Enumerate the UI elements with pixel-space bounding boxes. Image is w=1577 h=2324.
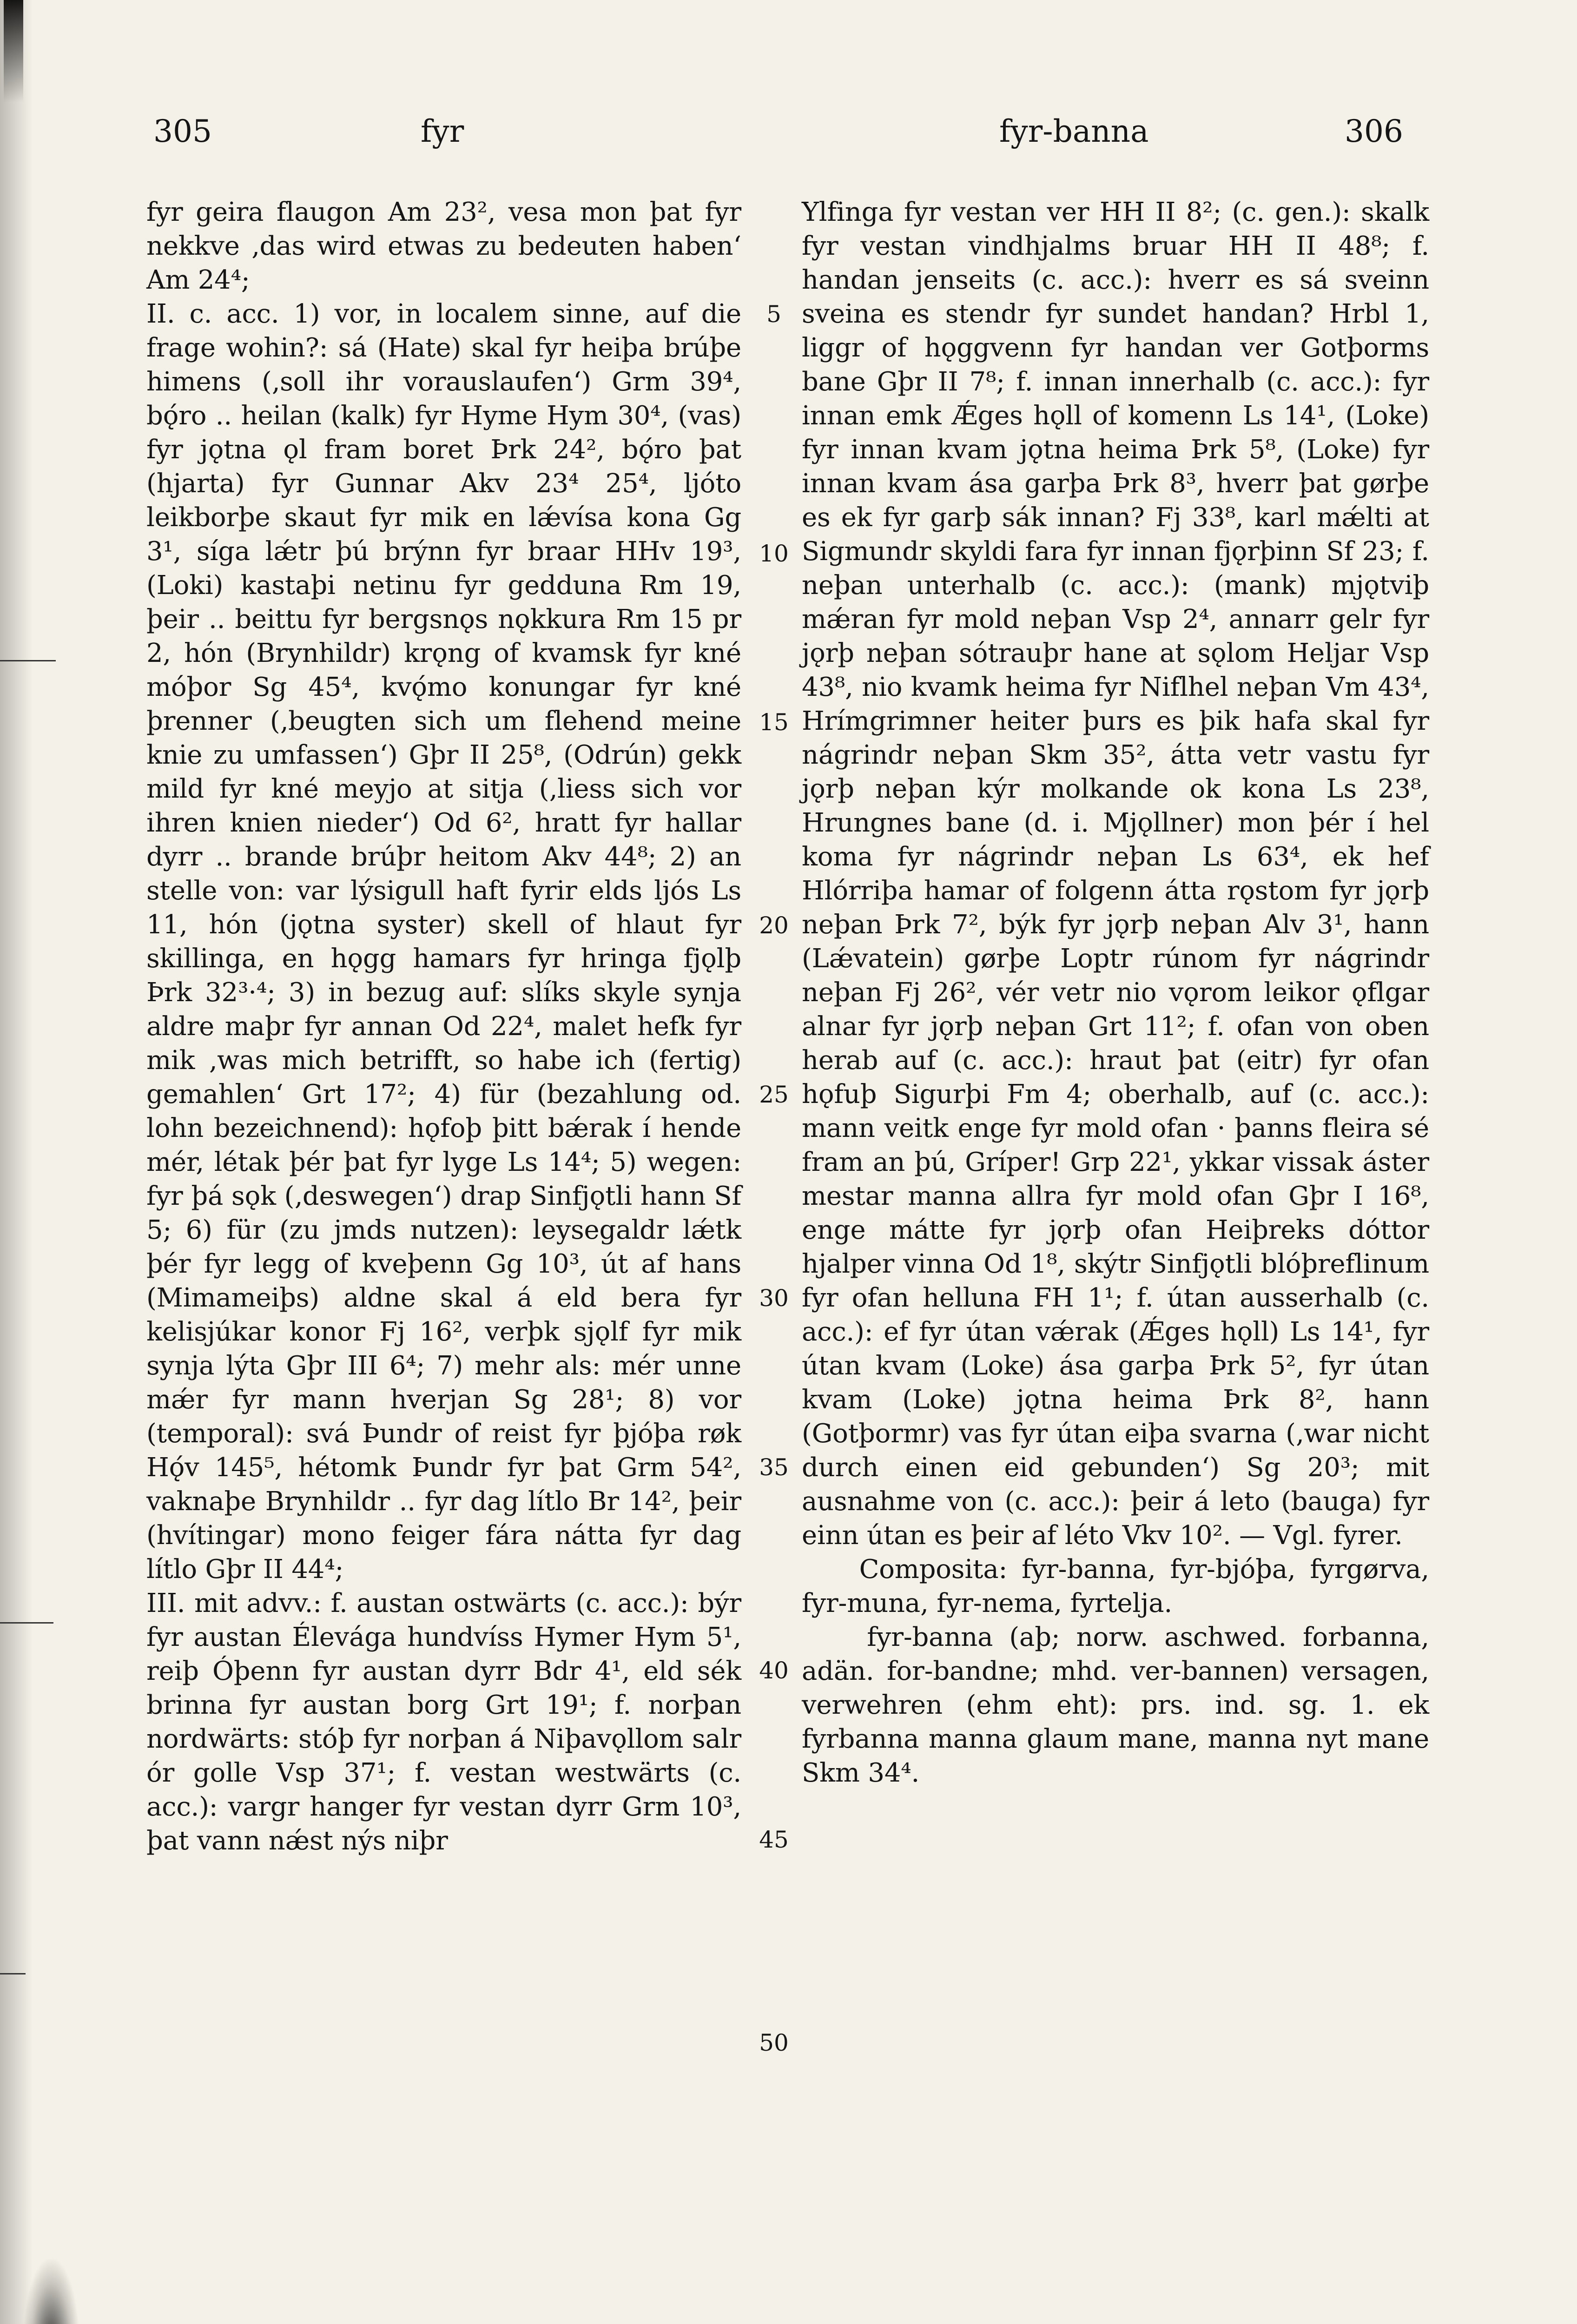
line-number: 35 <box>759 1454 789 1481</box>
line-number: 5 <box>766 301 781 328</box>
line-number: 15 <box>759 709 789 736</box>
binding-smudge <box>4 0 23 102</box>
page-edge-shadow <box>0 0 33 2324</box>
line-number: 20 <box>759 912 789 939</box>
margin-mark <box>0 1973 26 1974</box>
line-number: 45 <box>759 1826 789 1853</box>
left-dictionary-column: fyr geira flaugon Am 23², vesa mon þat fyr nekkve ‚das wird etwas zu bedeuten haben‘ Am 24⁴; II. c. acc. 1) vor, in localem sinne, auf die frage wohin?: sá (Hate) skal fyr heiþa brúþe himens (‚soll ihr vorauslaufen‘) Grm 39⁴, bǫ́ro .. heilan (kalk) fyr Hyme Hym 30⁴, (vas) fyr jǫtna ǫl fram boret Þrk 24², bǫ́ro þat (hjarta) fyr Gunnar Akv 23⁴ 25⁴, ljóto leikborþe skaut fyr mik en lǽvísa kona Gg 3¹, síga lǽtr þú brýnn fyr braar HHv 19³, (Loki) kastaþi netinu fyr gedduna Rm 19, þeir .. beittu fyr bergsnǫs nǫkkura Rm 15 pr 2, hón (Brynhildr) krǫng of kvamsk fyr kné móþor Sg 45⁴, kvǫ́mo konungar fyr kné þrenner (‚beugten sich um flehend meine knie zu umfassen‘) Gþr II 25⁸, (Odrún) gekk mild fyr kné meyjo at sitja (‚liess sich vor ihren knien nieder‘) Od 6², hratt fyr hallar dyrr .. brande brúþr heitom Akv 44⁸; 2) an stelle von: var lýsigull haft fyrir elds ljós Ls 11, hón (jǫtna syster) skell of hlaut fyr skillinga, en hǫgg hamars fyr hringa fjǫlþ Þrk 32³·⁴; 3) in bezug auf: slíks skyle synja aldre maþr fyr annan Od 22⁴, malet hefk fyr mik ‚was mich betrifft, so habe ich (fertig) gemahlen‘ Grt 17²; 4) für (bezahlung od. lohn bezeichnend): hǫfoþ þitt bǽrak í hende mér, létak þér þat fyr lyge Ls 14⁴; 5) wegen: fyr þá sǫk (‚deswegen‘) drap Sinfjǫtli hann Sf 5; 6) für (zu jmds nutzen): leysegaldr lǽtk þér fyr legg of kveþenn Gg 10³, út af hans (Mimameiþs) aldne skal á eld bera fyr kelisjúkar konor Fj 16², verþk sjǫlf fyr mik synja lýta Gþr III 6⁴; 7) mehr als: mér unne mǽr fyr mann hverjan Sg 28¹; 8) vor (temporal): svá Þundr of reist fyr þjóþa røk Hǫ́v 145⁵, hétomk Þundr fyr þat Grm 54², vaknaþe Brynhildr .. fyr dag lítlo Br 14², þeir (hvítingar) mono feiger fára nátta fyr dag lítlo Gþr II 44⁴; III. mit advv.: f. austan ostwärts (c. acc.): býr fyr austan Élevága hundvíss Hymer Hym 5¹, reiþ Óþenn fyr austan dyrr Bdr 4¹, eld sék brinna fyr austan borg Grt 19¹; f. norþan nordwärts: stóþ fyr norþan á Niþavǫllom salr ór golle Vsp 37¹; f. vestan westwärts (c. acc.): vargr hanger fyr vestan dyrr Grm 10³, þat vann nǽst nýs niþr <box>146 197 741 1856</box>
margin-mark <box>0 1622 53 1624</box>
line-number: 25 <box>759 1081 789 1108</box>
right-page-number: 306 <box>1345 113 1403 149</box>
left-running-head: fyr <box>421 113 464 149</box>
right-dictionary-column: Ylfinga fyr vestan ver HH II 8²; (c. gen.): skalk fyr vestan vindhjalms bruar HH II 48⁸; f. handan jenseits (c. acc.): hverr es sá sveinn sveina es stendr fyr sundet handan? Hrbl 1, liggr of hǫggvenn fyr handan ver Gotþorms bane Gþr II 7⁸; f. innan innerhalb (c. acc.): fyr innan emk Ǽges hǫll of komenn Ls 14¹, (Loke) fyr innan kvam jǫtna heima Þrk 5⁸, (Loke) fyr innan kvam ása garþa Þrk 8³, hverr þat gørþe es ek fyr garþ sák innan? Fj 33⁸, karl mǽlti at Sigmundr skyldi fara fyr innan fjǫrþinn Sf 23; f. neþan unterhalb (c. acc.): (mank) mjǫtviþ mǽran fyr mold neþan Vsp 2⁴, annarr gelr fyr jǫrþ neþan sótrauþr hane at sǫlom Heljar Vsp 43⁸, nio kvamk heima fyr Niflhel neþan Vm 43⁴, Hrímgrimner heiter þurs es þik hafa skal fyr nágrindr neþan Skm 35², átta vetr vastu fyr jǫrþ neþan kýr molkande ok kona Ls 23⁸, Hrungnes bane (d. i. Mjǫllner) mon þér í hel koma fyr nágrindr neþan Ls 63⁴, ek hef Hlórriþa hamar of folgenn átta rǫstom fyr jǫrþ neþan Þrk 7², býk fyr jǫrþ neþan Alv 3¹, hann (Lǽvatein) gørþe Loptr rúnom fyr nágrindr neþan Fj 26², vér vetr nio vǫrom leikor ǫflgar alnar fyr jǫrþ neþan Grt 11²; f. ofan von oben herab auf (c. acc.): hraut þat (eitr) fyr ofan hǫfuþ Sigurþi Fm 4; oberhalb, auf (c. acc.): mann veitk enge fyr mold ofan · þanns fleira sé fram an þú, Gríper! Grp 22¹, ykkar vissak áster mestar manna allra fyr mold ofan Gþr I 16⁸, enge mátte fyr jǫrþ ofan Heiþreks dóttor hjalper vinna Od 1⁸, skýtr Sinfjǫtli blóþreflinum fyr ofan helluna FH 1¹; f. útan ausserhalb (c. acc.): ef fyr útan vǽrak (Ǽges hǫll) Ls 14¹, fyr útan kvam (Loke) ása garþa Þrk 5², fyr útan kvam (Loke) jǫtna heima Þrk 8², hann (Gotþormr) vas fyr útan eiþa svarna (‚war nicht durch einen eid gebunden‘) Sg 20³; mit ausnahme von (c. acc.): þeir á leto (bauga) fyr einn útan es þeir af léto Vkv 10². — Vgl. fyrer. Composita: fyr-banna, fyr-bjóþa, fyrgørva, fyr-muna, fyr-nema, fyrtelja. fyr-banna (aþ; norw. aschwed. forbanna, adän. for-bandne; mhd. ver-bannen) versagen, verwehren (ehm eht): prs. ind. sg. 1. ek fyrbanna manna glaum mane, manna nyt mane Skm 34⁴. <box>802 197 1429 1788</box>
line-number: 50 <box>759 2029 789 2056</box>
page-stain <box>23 2259 79 2324</box>
line-number: 40 <box>759 1657 789 1684</box>
line-number: 10 <box>759 540 789 567</box>
left-page-number: 305 <box>153 113 212 149</box>
margin-mark <box>0 660 56 661</box>
line-number: 30 <box>759 1285 789 1312</box>
right-running-head: fyr-banna <box>999 113 1149 149</box>
